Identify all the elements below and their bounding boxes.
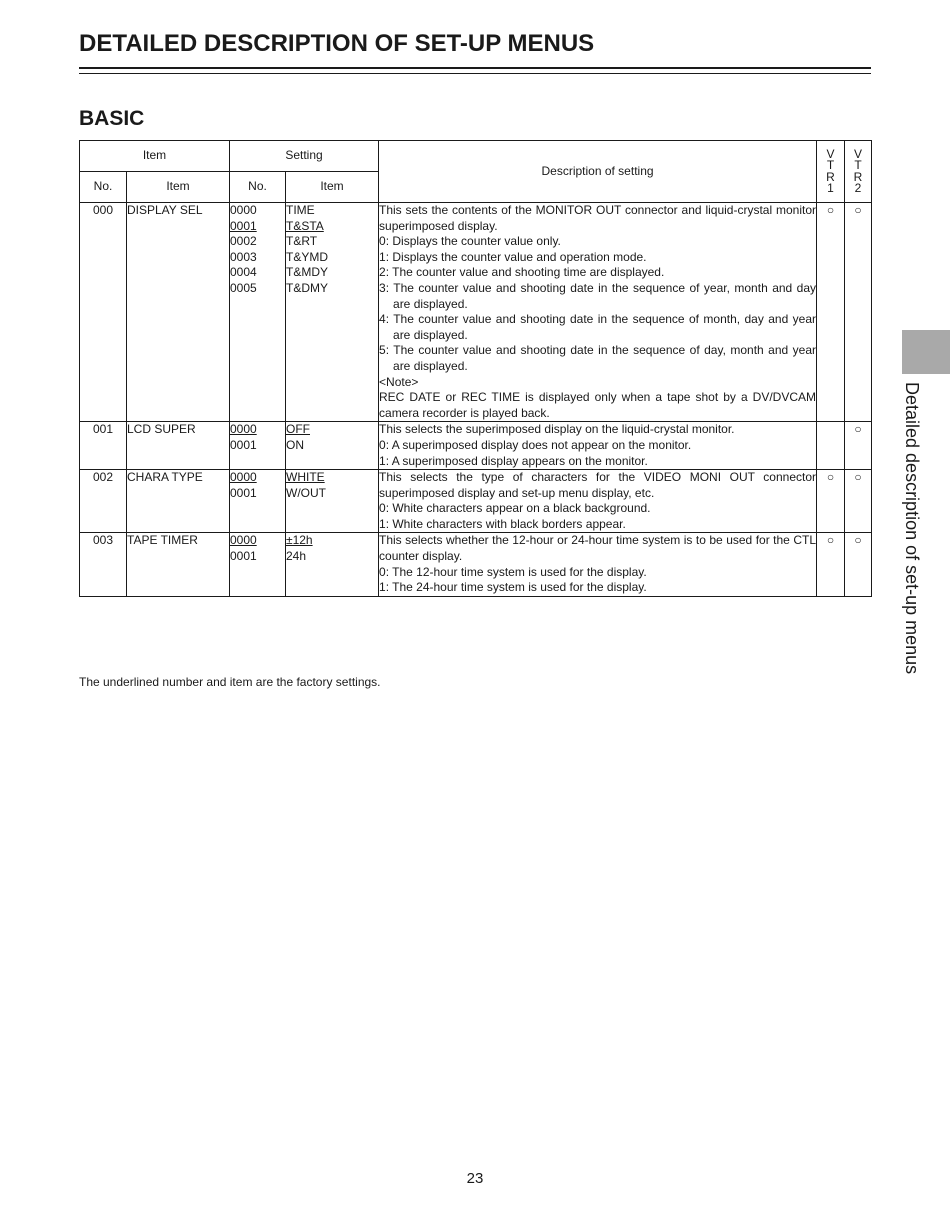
header-setting-item: Item (286, 172, 379, 203)
setting-no-cell (230, 470, 286, 533)
setup-menu-table (79, 140, 872, 597)
section-title: BASIC (79, 107, 145, 130)
setting-item-cell (286, 470, 379, 533)
header-vtr1 (817, 141, 845, 203)
header-item-name: Item (127, 172, 230, 203)
description-line: 0: Displays the counter value only. (379, 234, 561, 249)
setting-no: 0001 (230, 485, 257, 500)
header-description: Description of setting (379, 141, 817, 203)
setting-no-cell (230, 533, 286, 596)
item-no-cell: 001 (80, 422, 127, 470)
description-line: 1: The 24-hour time system is used for the display. (379, 580, 647, 595)
description-line: 0: White characters appear on a black background. (379, 501, 651, 516)
description-line: 0: A superimposed display does not appear on the monitor. (379, 437, 692, 452)
header-item-no: No. (80, 172, 127, 203)
vtr1-mark: ○ (817, 533, 845, 596)
setting-item: 24h (286, 549, 307, 564)
setting-no: 0003 (230, 249, 257, 264)
setting-item: T&YMD (286, 249, 328, 264)
page-number: 23 (466, 1170, 484, 1187)
setting-no: 0001 (230, 549, 257, 564)
header-vtr2-char: V (854, 146, 863, 161)
setting-item: ±12h (286, 533, 313, 548)
vtr2-mark: ○ (845, 533, 872, 596)
vtr2-mark: ○ (845, 203, 872, 422)
description-line: REC DATE or REC TIME is displayed only when a tape shot by a DV/DVCAM camera recorder is played back. (379, 390, 817, 420)
setting-item: OFF (286, 422, 310, 437)
header-vtr1-char: T (826, 158, 835, 172)
item-no-cell: 003 (80, 533, 127, 596)
table-row (80, 422, 872, 470)
description-line: This selects the type of characters for the VIDEO MONI OUT connector superimposed display and set-up menu display, etc. (379, 470, 817, 500)
header-vtr1-char: V (826, 146, 835, 161)
setting-item: T&STA (286, 218, 324, 233)
vtr2-mark: ○ (845, 470, 872, 533)
item-name-cell: DISPLAY SEL (127, 203, 230, 422)
footnote: The underlined number and item are the factory settings. (79, 675, 381, 689)
vtr1-mark (817, 422, 845, 470)
setting-item-cell (286, 203, 379, 422)
header-vtr2 (845, 141, 872, 203)
vtr2-mark: ○ (845, 422, 872, 470)
description-line: 2: The counter value and shooting time are displayed. (379, 265, 665, 280)
vtr1-mark: ○ (817, 203, 845, 422)
description-line: This selects the superimposed display on the liquid-crystal monitor. (379, 422, 735, 437)
table-row (80, 533, 872, 596)
side-thumb-tab (902, 330, 950, 374)
description-cell (379, 203, 817, 422)
page-title: DETAILED DESCRIPTION OF SET-UP MENUS (79, 30, 595, 57)
description-line: 5: The counter value and shooting date in the sequence of day, month and year are displayed. (379, 343, 817, 373)
header-setting-group: Setting (230, 141, 379, 172)
setting-no: 0001 (230, 218, 257, 233)
setting-item: TIME (286, 203, 315, 217)
description-line: 0: The 12-hour time system is used for the display. (379, 564, 647, 579)
table-row (80, 203, 872, 422)
header-vtr2-char: T (854, 158, 862, 172)
setting-item: ON (286, 437, 304, 452)
header-vtr2-char: 2 (854, 181, 862, 195)
header-vtr2-char: R (853, 169, 863, 184)
setting-item-cell (286, 422, 379, 470)
setting-no: 0000 (230, 203, 257, 217)
description-cell (379, 422, 817, 470)
vtr1-mark: ○ (817, 470, 845, 533)
table-body (80, 203, 872, 597)
setting-item: T&DMY (286, 280, 328, 295)
description-line: 3: The counter value and shooting date in the sequence of year, month and day are displayed. (379, 280, 817, 311)
description-line: This sets the contents of the MONITOR OUT connector and liquid-crystal monitor superimposed display. (379, 203, 817, 233)
item-no-cell: 002 (80, 470, 127, 533)
setting-item: T&RT (286, 234, 318, 249)
description-line: 4: The counter value and shooting date in the sequence of month, day and year are displayed. (379, 312, 817, 342)
title-rule-thick (79, 67, 871, 69)
header-item-group: Item (80, 141, 230, 172)
setting-item: WHITE (286, 470, 325, 485)
item-name-cell: TAPE TIMER (127, 533, 230, 596)
item-name-cell: CHARA TYPE (127, 470, 230, 533)
setting-item: W/OUT (286, 485, 326, 500)
description-line: 1: Displays the counter value and operation mode. (379, 249, 647, 264)
setting-no: 0000 (230, 533, 257, 548)
header-setting-no: No. (230, 172, 286, 203)
setting-no: 0000 (230, 422, 257, 437)
setting-no: 0005 (230, 280, 257, 295)
description-line: 1: A superimposed display appears on the monitor. (379, 453, 648, 468)
setting-no-cell (230, 203, 286, 422)
header-vtr1-char: 1 (827, 181, 834, 195)
item-no-cell: 000 (80, 203, 127, 422)
title-rule-thin (79, 73, 871, 74)
item-name-cell: LCD SUPER (127, 422, 230, 470)
description-cell (379, 470, 817, 533)
description-cell (379, 533, 817, 596)
setting-item-cell (286, 533, 379, 596)
setting-no-cell (230, 422, 286, 470)
table-row (80, 470, 872, 533)
header-vtr1-char: R (826, 169, 835, 184)
setting-no: 0001 (230, 437, 257, 452)
side-section-label: Detailed description of set-up menus (902, 382, 922, 675)
description-line: <Note> (379, 374, 419, 389)
setting-no: 0002 (230, 234, 257, 249)
description-line: This selects whether the 12-hour or 24-hour time system is to be used for the CTL counter display. (379, 533, 817, 564)
description-line: 1: White characters with black borders appear. (379, 516, 626, 531)
setting-item: T&MDY (286, 265, 328, 280)
setting-no: 0000 (230, 470, 257, 485)
setting-no: 0004 (230, 265, 257, 280)
